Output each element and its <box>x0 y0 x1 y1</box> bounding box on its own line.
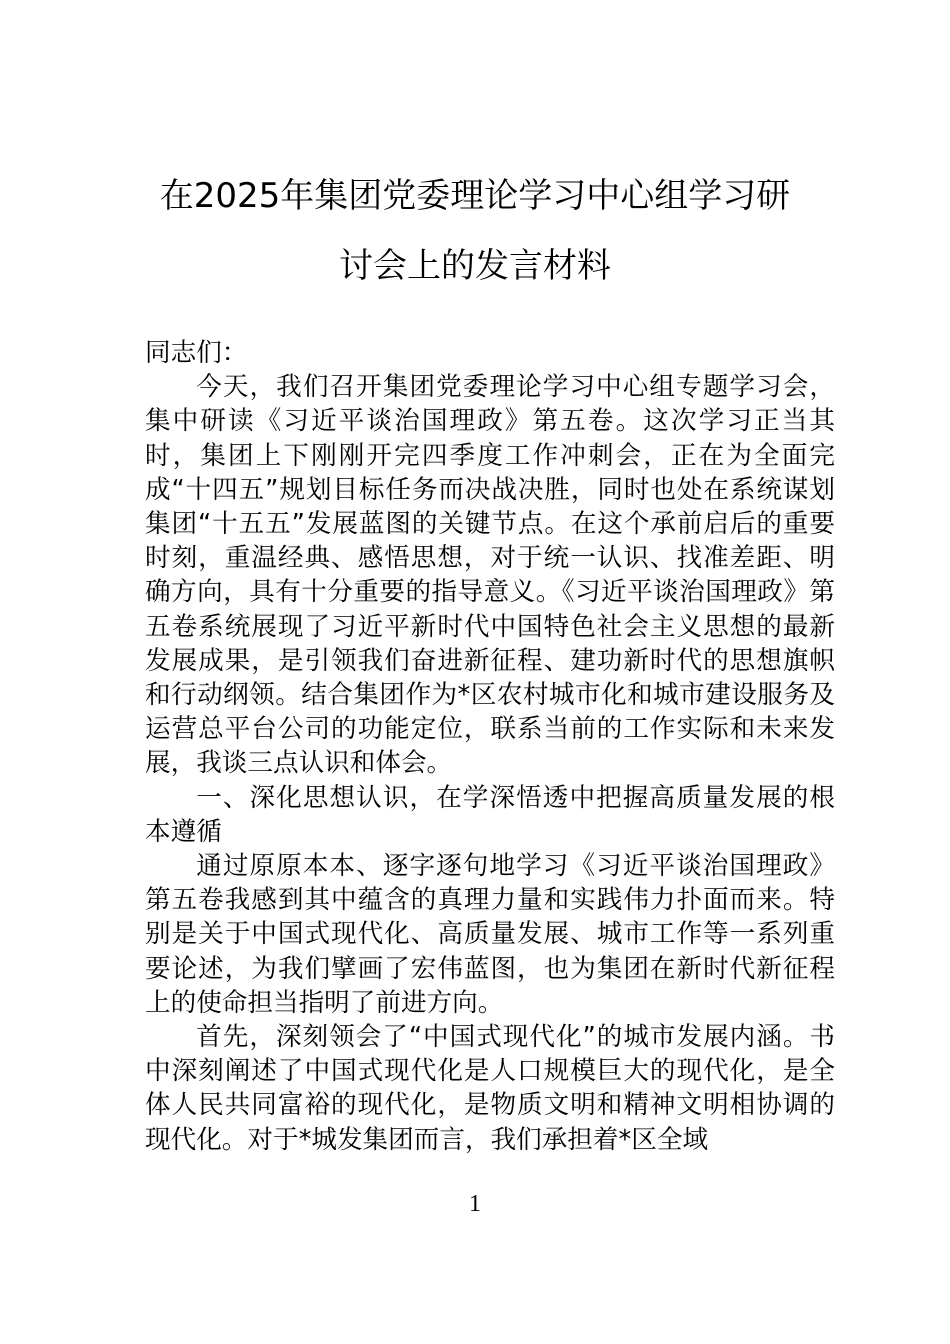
document-title-line-1: 在2025年集团党委理论学习中心组学习研 <box>159 176 791 216</box>
body-paragraph: 通过原原本本、逐字逐句地学习《习近平谈治国理政》第五卷我感到其中蕴含的真理力量和实践伟力扑面而来。特别是关于中国式现代化、高质量发展、城市工作等一系列重要论述，为我们擘画了宏伟蓝图，也为集团在新时代新征程上的使命担当指明了前进方向。 <box>145 851 835 1018</box>
body-paragraph: 今天，我们召开集团党委理论学习中心组专题学习会，集中研读《习近平谈治国理政》第五卷。这次学习正当其时，集团上下刚刚开完四季度工作冲刺会，正在为全面完成“十四五”规划目标任务而决战决胜，同时也处在系统谋划集团“十五五”发展蓝图的关键节点。在这个承前启后的重要时刻，重温经典、感悟思想，对于统一认识、找准差距、明确方向，具有十分重要的指导意义。《习近平谈治国理政》第五卷系统展现了习近平新时代中国特色社会主义思想的最新发展成果，是引领我们奋进新征程、建功新时代的思想旗帜和行动纲领。结合集团作为*区农村城市化和城市建设服务及运营总平台公司的功能定位，联系当前的工作实际和未来发展，我谈三点认识和体会。 <box>145 372 835 779</box>
salutation: 同志们： <box>145 338 248 368</box>
body-paragraph: 首先，深刻领会了“中国式现代化”的城市发展内涵。书中深刻阐述了中国式现代化是人口规模巨大的现代化，是全体人民共同富裕的现代化，是物质文明和精神文明相协调的现代化。对于*城发集团而言，我们承担着*区全域 <box>145 1022 835 1155</box>
page-number: 1 <box>469 1191 481 1217</box>
document-title-line-2: 讨会上的发言材料 <box>339 246 611 286</box>
document-body <box>145 336 835 1157</box>
section-heading: 一、深化思想认识，在学深悟透中把握高质量发展的根本遵循 <box>145 782 835 847</box>
